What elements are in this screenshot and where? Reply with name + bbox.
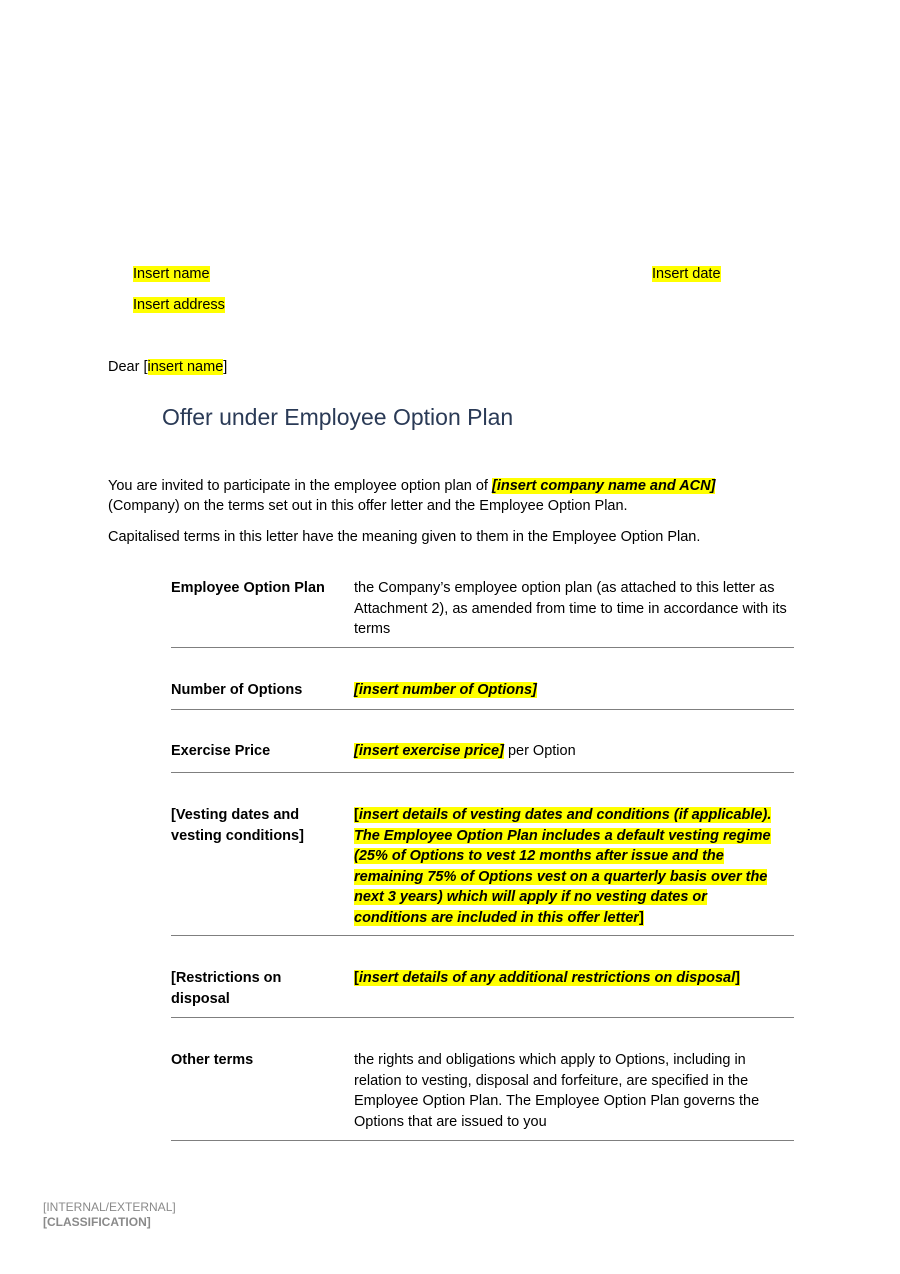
table-row-number-of-options — [171, 649, 794, 710]
table-row-restrictions — [171, 936, 794, 1018]
letter-date: Insert date — [652, 266, 721, 282]
term-value: [insert exercise price] per Option — [354, 743, 576, 759]
table-row-employee-option-plan — [171, 578, 794, 648]
table-row-other-terms — [171, 1018, 794, 1141]
term-label: Employee Option Plan — [171, 580, 325, 596]
page-title: Offer under Employee Option Plan — [162, 404, 514, 430]
intro-paragraph-1: You are invited to participate in the employee option plan of [insert company name and ACN] (Company) on the terms set out in this offer letter and the Employee Option Plan. — [108, 478, 716, 514]
term-label: Number of Options — [171, 682, 303, 698]
term-label: [Restrictions on disposal — [171, 970, 282, 1007]
terms-table — [171, 578, 794, 1141]
term-value: the Company’s employee option plan (as attached to this letter as Attachment 2), as amended from time to time in accordance with its terms — [354, 580, 787, 637]
table-row-vesting — [171, 773, 794, 936]
term-value: [insert number of Options] — [354, 682, 537, 698]
term-label: [Vesting dates and vesting conditions] — [171, 807, 304, 844]
term-value: [insert details of any additional restrictions on disposal] — [354, 970, 740, 986]
table-row-exercise-price — [171, 710, 794, 773]
term-value: the rights and obligations which apply to Options, including in relation to vesting, disposal and forfeiture, are specified in the Employee Option Plan. The Employee Option Plan governs the Options that are issued to you — [354, 1052, 760, 1130]
salutation: Dear [insert name] — [108, 359, 228, 375]
recipient-address: Insert address — [133, 297, 225, 313]
term-label: Other terms — [171, 1052, 254, 1068]
salutation-name: insert name — [147, 359, 224, 375]
term-label: Exercise Price — [171, 743, 271, 759]
term-value: [insert details of vesting dates and conditions (if applicable). The Employee Option Plan includes a default vesting regime (25% of Options to vest 12 months after issue and the remaining 75% of Options vest on a quarterly basis over the next 3 years) which will apply if no vesting dates or conditions are included in this offer letter] — [354, 807, 772, 926]
company-placeholder: [insert company name and ACN] — [491, 478, 716, 494]
recipient-name: Insert name — [133, 266, 210, 282]
classification-footer: [INTERNAL/EXTERNAL] [CLASSIFICATION] — [43, 1200, 176, 1229]
intro-paragraph-2: Capitalised terms in this letter have the meaning given to them in the Employee Option Plan. — [108, 529, 701, 545]
